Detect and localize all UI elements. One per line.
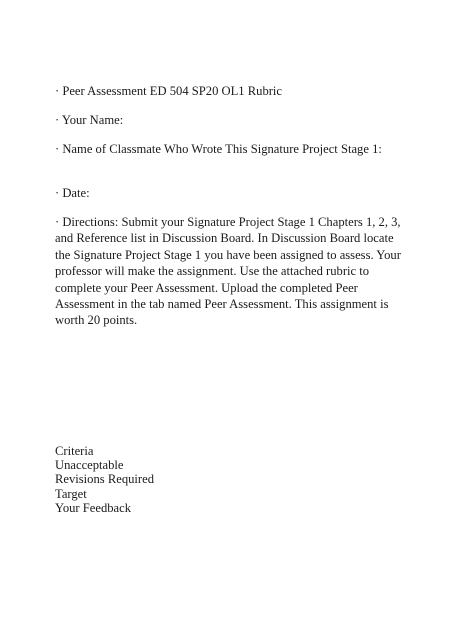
criteria-revisions-required: Revisions Required xyxy=(55,472,154,487)
date-label: · Date: xyxy=(55,186,90,200)
rubric-title: · Peer Assessment ED 504 SP20 OL1 Rubric xyxy=(55,84,283,98)
classmate-name-label: · Name of Classmate Who Wrote This Signature Project Stage 1: xyxy=(55,142,382,156)
criteria-unacceptable: Unacceptable xyxy=(55,458,124,473)
criteria-heading: Criteria xyxy=(55,444,94,458)
your-name-label: · Your Name: xyxy=(55,113,124,127)
criteria-your-feedback: Your Feedback xyxy=(55,500,132,515)
directions-paragraph: · Directions: Submit your Signature Project Stage 1 Chapters 1, 2, 3, and Reference list in Discussion Board. In Discussion Board locate the Signature Project Stage 1 you have been assigned to assess. Your professor will make the assignment. Use the attached rubric to complete your Peer Assessment. Upload the completed Peer Assessment in the tab named Peer Assessment. This assignment is worth 20 points. xyxy=(55,215,401,328)
criteria-target: Target xyxy=(55,486,87,501)
rubric-criteria-list xyxy=(55,444,355,515)
